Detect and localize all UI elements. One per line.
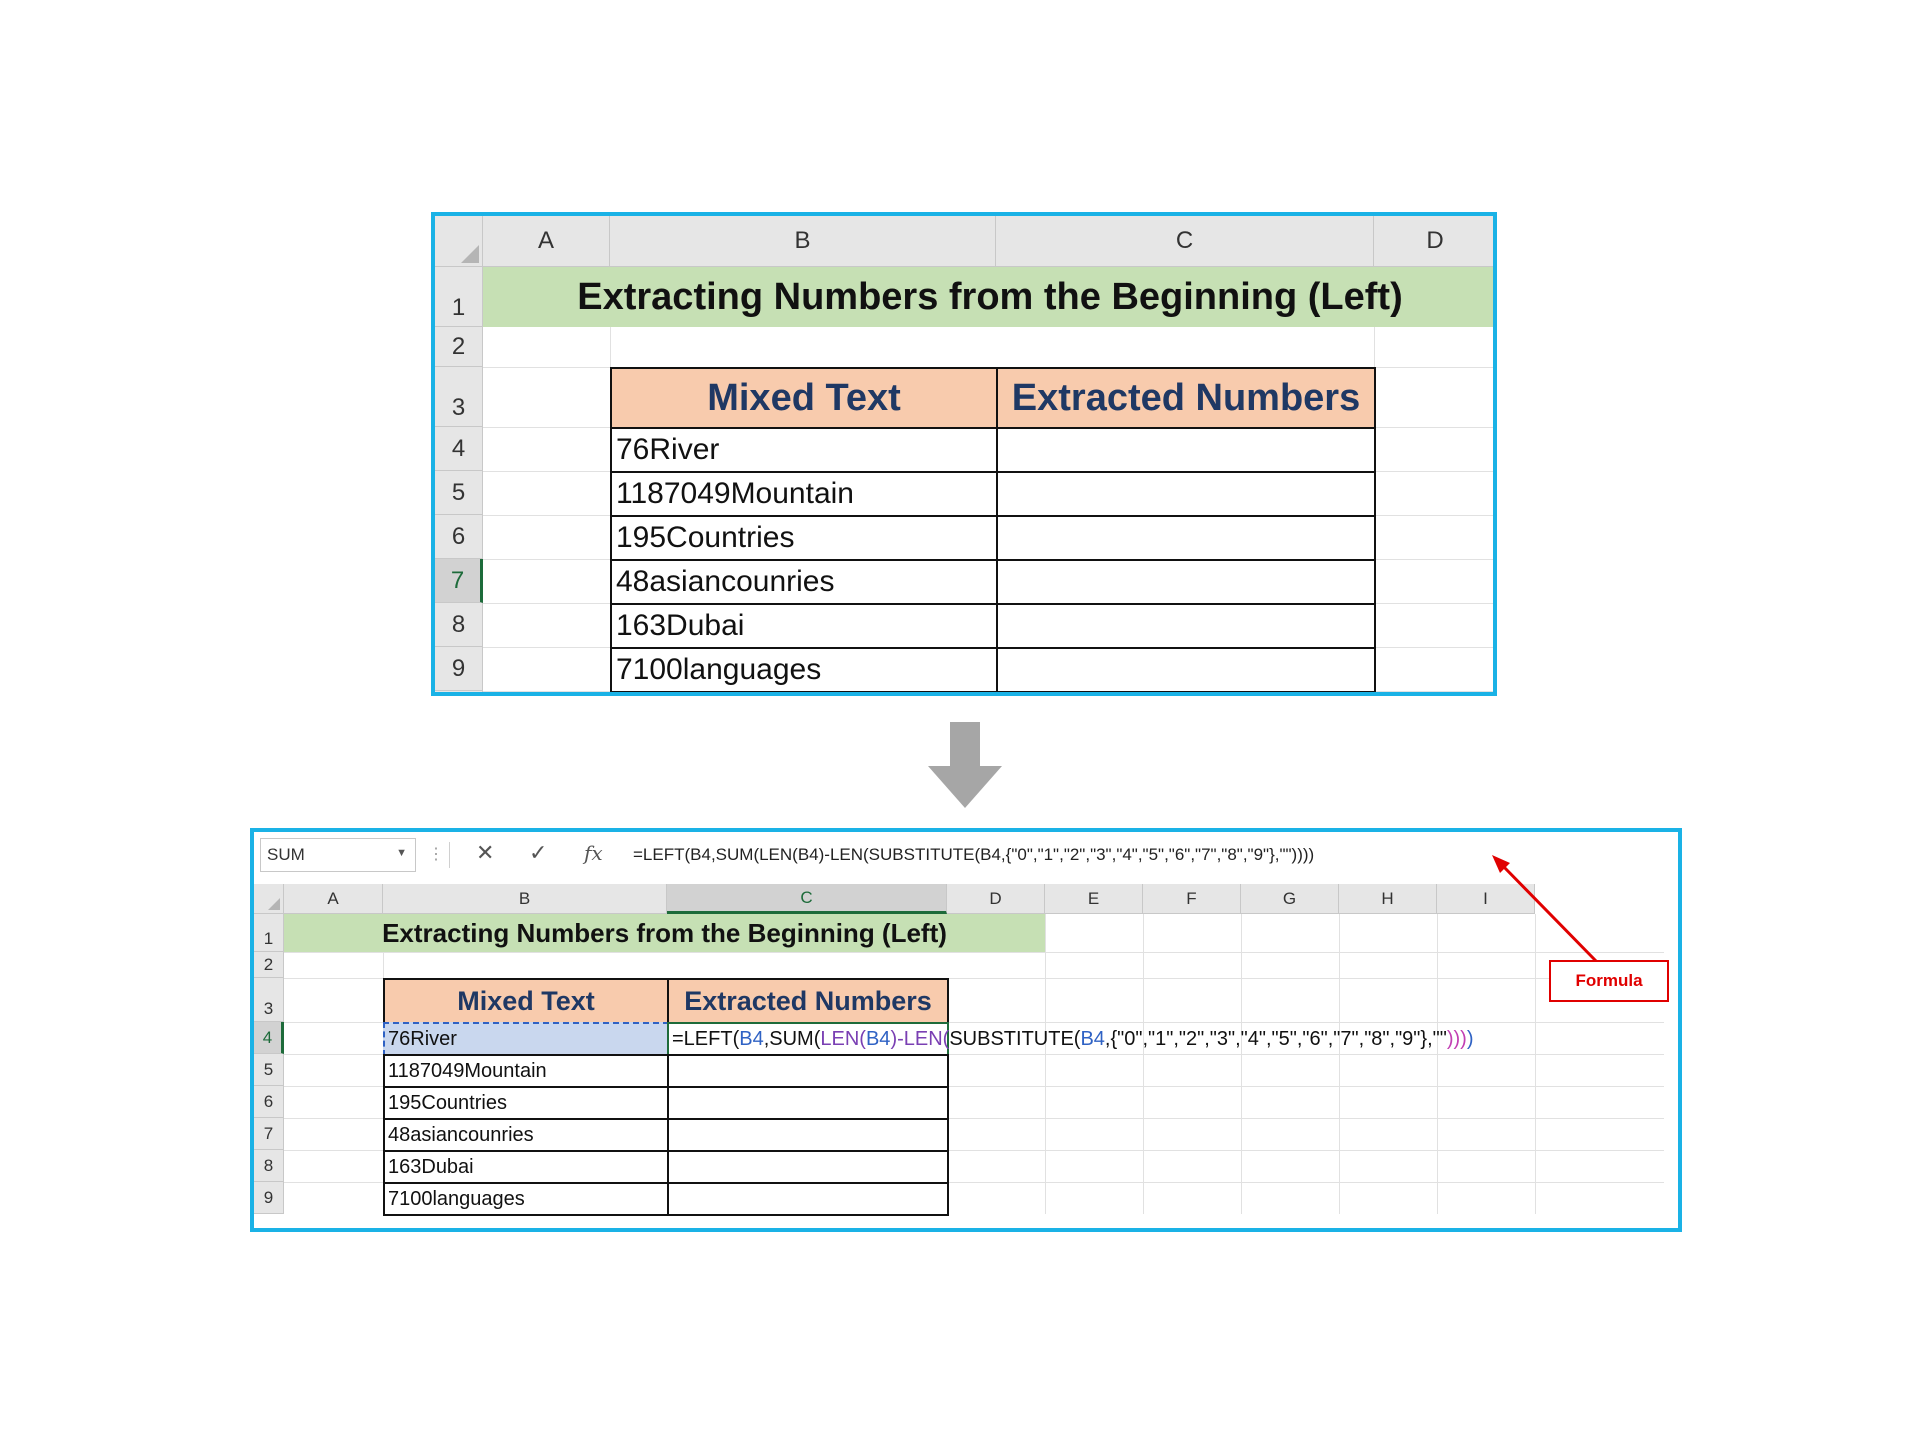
formula-part: ,{"0","1","2","3","4","5","6","7","8","9"},"" — [1104, 1027, 1447, 1050]
gridline — [1437, 914, 1438, 1214]
column-header-h[interactable]: H — [1339, 884, 1437, 914]
column-header-c[interactable]: C — [996, 216, 1374, 267]
cell-b9[interactable]: 7100languages — [610, 647, 998, 693]
row-header-9[interactable]: 9 — [435, 647, 483, 691]
formula-part: SUBSTITUTE( — [949, 1027, 1081, 1050]
formula-ref: B4 — [865, 1027, 891, 1050]
row-header-4[interactable]: 4 — [435, 427, 483, 471]
column-header-c[interactable]: C — [667, 884, 947, 914]
row-header-6[interactable]: 6 — [254, 1086, 284, 1118]
chevron-down-icon[interactable]: ▼ — [396, 847, 407, 859]
row-header-1[interactable]: 1 — [435, 267, 483, 327]
formula-part: )-LEN( — [890, 1027, 950, 1050]
cell-c7[interactable] — [667, 1118, 949, 1152]
cell-c8[interactable] — [667, 1150, 949, 1184]
cell-b8[interactable]: 163Dubai — [610, 603, 998, 649]
cell-c6[interactable] — [667, 1086, 949, 1120]
select-all-corner[interactable] — [254, 884, 284, 914]
column-header-g[interactable]: G — [1241, 884, 1339, 914]
formula-part: ))) — [1446, 1027, 1467, 1050]
column-header-b[interactable]: B — [383, 884, 667, 914]
cell-c5[interactable] — [667, 1054, 949, 1088]
row-header-6[interactable]: 6 — [435, 515, 483, 559]
header-extracted-numbers[interactable]: Extracted Numbers — [996, 367, 1376, 429]
column-header-a[interactable]: A — [284, 884, 383, 914]
annotation-arrow-icon — [1490, 855, 1600, 965]
cell-b6[interactable]: 195Countries — [610, 515, 998, 561]
more-options-icon[interactable]: ⋮ — [428, 846, 444, 863]
top-sheet-panel — [431, 212, 1497, 696]
gridline — [1143, 914, 1144, 1214]
cell-c6[interactable] — [996, 515, 1376, 561]
formula-ref: B4 — [1080, 1027, 1105, 1050]
cell-c9[interactable] — [667, 1182, 949, 1216]
arrow-down-icon — [928, 722, 1002, 808]
bottom-sheet-grid — [254, 884, 1678, 1232]
cell-b5[interactable]: 1187049Mountain — [383, 1054, 669, 1088]
cell-c8[interactable] — [996, 603, 1376, 649]
cell-c7[interactable] — [996, 559, 1376, 605]
formula-input[interactable]: =LEFT(B4,SUM(LEN(B4)-LEN(SUBSTITUTE(B4,{"0","1","2","3","4","5","6","7","8","9"},"")))) — [633, 845, 1315, 864]
formula-bar — [254, 832, 1678, 878]
row-header-2[interactable]: 2 — [254, 952, 284, 978]
select-all-corner[interactable] — [435, 216, 483, 267]
cell-c4[interactable] — [996, 427, 1376, 473]
formula-part: ,SUM( — [763, 1027, 821, 1050]
column-header-f[interactable]: F — [1143, 884, 1241, 914]
gridline — [1339, 914, 1340, 1214]
sheet-title[interactable]: Extracting Numbers from the Beginning (Left) — [284, 914, 1045, 952]
sheet-title[interactable]: Extracting Numbers from the Beginning (Left) — [483, 267, 1497, 327]
column-header-e[interactable]: E — [1045, 884, 1143, 914]
row-header-1[interactable]: 1 — [254, 914, 284, 952]
cell-b7[interactable]: 48asiancounries — [383, 1118, 669, 1152]
cell-c5[interactable] — [996, 471, 1376, 517]
cell-b8[interactable]: 163Dubai — [383, 1150, 669, 1184]
name-box[interactable] — [260, 838, 416, 872]
cell-c4-editing[interactable] — [667, 1022, 1474, 1056]
formula-ref: B4 — [739, 1027, 764, 1050]
cell-b7[interactable]: 48asiancounries — [610, 559, 998, 605]
column-header-b[interactable]: B — [610, 216, 996, 267]
cell-b9[interactable]: 7100languages — [383, 1182, 669, 1216]
gridline — [284, 952, 1664, 953]
row-header-8[interactable]: 8 — [435, 603, 483, 647]
row-header-9[interactable]: 9 — [254, 1182, 284, 1214]
formula-part: LEN( — [820, 1027, 866, 1050]
formula-part: =LEFT( — [672, 1027, 740, 1050]
row-header-8[interactable]: 8 — [254, 1150, 284, 1182]
gridline — [1241, 914, 1242, 1214]
row-header-7[interactable]: 7 — [254, 1118, 284, 1150]
header-mixed-text[interactable]: Mixed Text — [610, 367, 998, 429]
gridline — [1045, 914, 1046, 1214]
formula-callout: Formula — [1549, 960, 1669, 1002]
column-header-d[interactable]: D — [1374, 216, 1497, 267]
column-header-a[interactable]: A — [483, 216, 610, 267]
row-header-more — [435, 691, 483, 696]
cell-b5[interactable]: 1187049Mountain — [610, 471, 998, 517]
column-header-d[interactable]: D — [947, 884, 1045, 914]
row-header-2[interactable]: 2 — [435, 327, 483, 367]
cell-b6[interactable]: 195Countries — [383, 1086, 669, 1120]
cell-c9[interactable] — [996, 647, 1376, 693]
cancel-icon[interactable]: ✕ — [476, 840, 495, 865]
cell-b4[interactable]: 76River — [383, 1022, 669, 1056]
cell-b4[interactable]: 76River — [610, 427, 998, 473]
row-header-3[interactable]: 3 — [254, 978, 284, 1022]
header-mixed-text[interactable]: Mixed Text — [383, 978, 669, 1024]
row-header-5[interactable]: 5 — [254, 1054, 284, 1086]
enter-icon[interactable]: ✓ — [529, 840, 548, 865]
row-header-4[interactable]: 4 — [254, 1022, 284, 1054]
divider — [449, 842, 450, 868]
column-header-i[interactable]: I — [1437, 884, 1535, 914]
top-sheet-grid — [435, 216, 1493, 692]
name-box-value: SUM — [267, 845, 305, 864]
row-header-5[interactable]: 5 — [435, 471, 483, 515]
formula-part: ) — [1466, 1027, 1474, 1050]
function-icon[interactable]: fx — [584, 841, 603, 865]
bottom-sheet-panel — [250, 828, 1682, 1232]
row-header-3[interactable]: 3 — [435, 367, 483, 427]
row-header-7[interactable]: 7 — [435, 559, 483, 603]
header-extracted-numbers[interactable]: Extracted Numbers — [667, 978, 949, 1024]
